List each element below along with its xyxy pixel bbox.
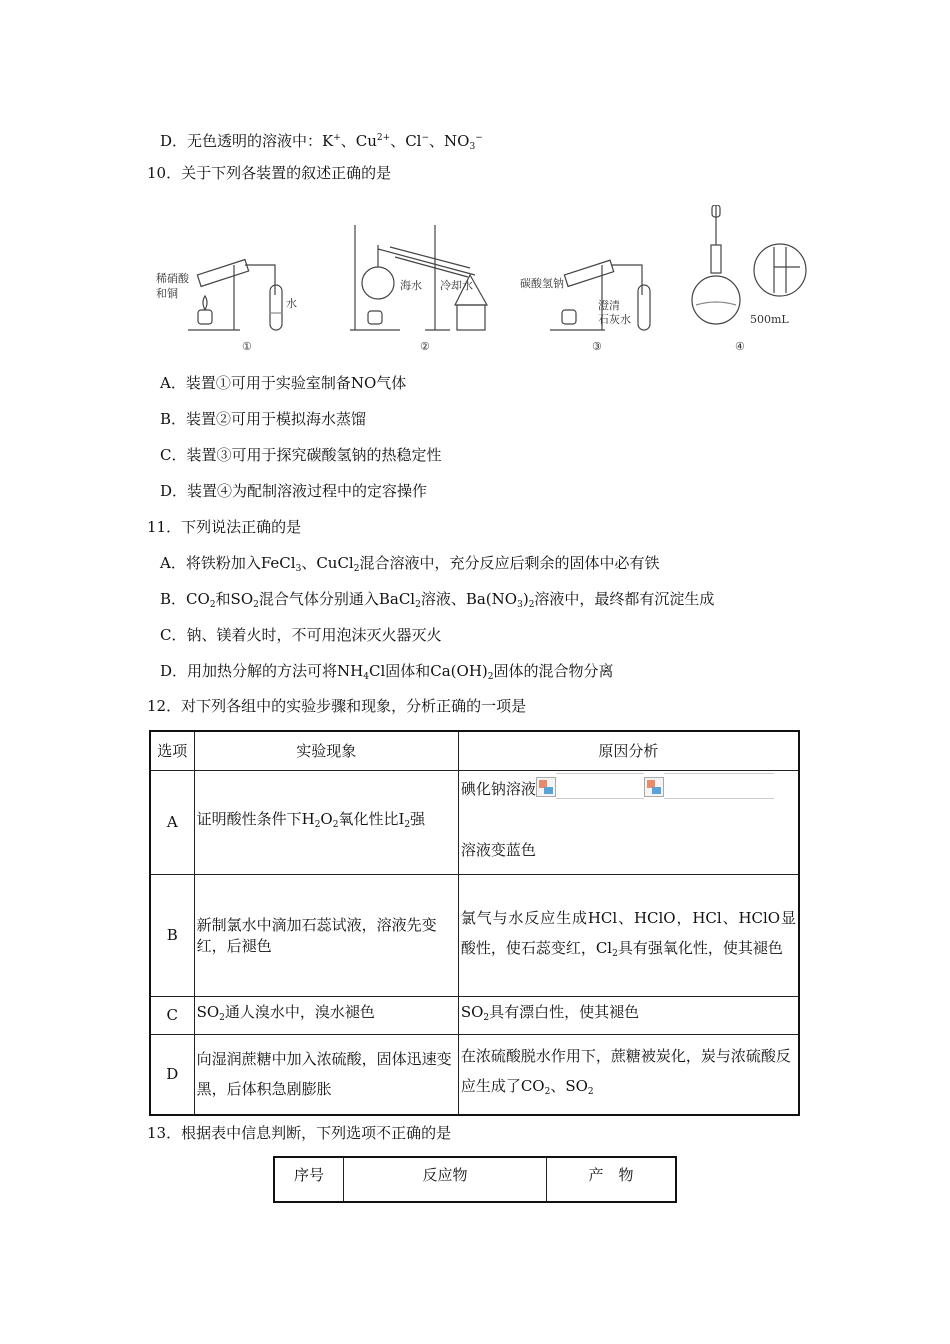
fig1-label-water: 水 (286, 297, 297, 310)
table-row (150, 875, 799, 997)
fig2-label-cooling-water: 冷却水 (440, 279, 473, 292)
figure-4-apparatus (690, 205, 810, 355)
q13-stem: 13．根据表中信息判断，下列选项不正确的是 (147, 1124, 452, 1142)
broken-image-icon (536, 777, 556, 797)
q13-table (273, 1156, 677, 1203)
header-products: 产 物 (547, 1157, 677, 1202)
table-row (150, 1035, 799, 1115)
row-c-analysis: $SO_2$具有漂白性，使其褪色 (458, 997, 799, 1035)
row-b-option: B (150, 875, 194, 997)
q11-option-d: D．用加热分解的方法可将$NH_4Cl$固体和$Ca(OH)_2$固体的混合物分离 (160, 662, 614, 682)
q10-option-a: A．装置①可用于实验室制备NO气体 (160, 374, 407, 392)
fig4-number: ④ (735, 340, 745, 353)
figure-2-apparatus (340, 205, 510, 355)
q9-option-d: D．无色透明的溶液中：K+、$Cu^{2+}$、Cl−、$NO_3^-$ (160, 132, 483, 152)
q10-stem: 10．关于下列各装置的叙述正确的是 (147, 164, 392, 182)
fig3-number: ③ (592, 340, 602, 353)
q12-table (149, 730, 800, 1116)
fig2-number: ② (420, 340, 430, 353)
row-a-analysis: 碘化钠溶液 溶液变蓝色 (458, 771, 799, 875)
q11-option-b: B．$CO_2$和$SO_2$混合气体分别通入BaCl$_2$溶液、$Ba(NO_3)_2$溶液中，最终都有沉淀生成 (160, 590, 715, 610)
q11-option-c: C．钠、镁着火时，不可用泡沫灭火器灭火 (160, 626, 442, 644)
q11-stem: 11．下列说法正确的是 (147, 518, 302, 536)
header-index: 序号 (274, 1157, 344, 1202)
fig2-label-seawater: 海水 (400, 279, 422, 292)
header-phenomenon: 实验现象 (194, 731, 458, 771)
table-header-row (150, 731, 799, 771)
table-header-row (274, 1157, 676, 1202)
row-b-phenomenon: 新制氯水中滴加石蕊试液，溶液先变红，后褪色 (194, 875, 458, 997)
table-row (150, 997, 799, 1035)
fig1-label-acid: 稀硝酸 (156, 272, 189, 285)
row-a-option: A (150, 771, 194, 875)
q10-option-c: C．装置③可用于探究碳酸氢钠的热稳定性 (160, 446, 442, 464)
row-c-phenomenon: $SO_2$通人溴水中，溴水褪色 (194, 997, 458, 1035)
fig3-label-limewater-1: 澄清 (598, 299, 620, 312)
figure-1-apparatus (150, 205, 310, 355)
q10-apparatus-figures (150, 205, 810, 360)
q11-option-a: A．将铁粉加入FeCl$_3$、CuCl$_2$混合溶液中，充分反应后剩余的固体中必有铁 (160, 554, 660, 574)
q12-stem: 12．对下列各组中的实验步骤和现象，分析正确的一项是 (147, 697, 527, 715)
row-d-analysis: 在浓硫酸脱水作用下，蔗糖被炭化，炭与浓硫酸反应生成了$CO_2$、$SO_2$ (458, 1035, 799, 1115)
q10-option-b: B．装置②可用于模拟海水蒸馏 (160, 410, 367, 428)
header-analysis: 原因分析 (458, 731, 799, 771)
row-a-phenomenon: 证明酸性条件下$H_2O_2$氧化性比$I_2$强 (194, 771, 458, 875)
broken-image-icon (644, 777, 664, 797)
header-reactants: 反应物 (344, 1157, 547, 1202)
fig4-label-volume: 500mL (750, 313, 789, 326)
row-b-analysis: 氯气与水反应生成HCl、HClO，HCl、HClO显酸性，使石蕊变红，$Cl_2$具有强氧化性，使其褪色 (458, 875, 799, 997)
fig1-number: ① (242, 340, 252, 353)
header-option: 选项 (150, 731, 194, 771)
fig1-label-copper: 和铜 (156, 287, 178, 300)
fig3-label-bicarbonate: 碳酸氢钠 (520, 277, 564, 290)
row-d-option: D (150, 1035, 194, 1115)
q10-option-d: D．装置④为配制溶液过程中的定容操作 (160, 482, 428, 500)
fig3-label-limewater-2: 石灰水 (598, 313, 631, 326)
row-d-phenomenon: 向湿润蔗糖中加入浓硫酸，固体迅速变黑，后体积急剧膨胀 (194, 1035, 458, 1115)
table-row (150, 771, 799, 875)
row-c-option: C (150, 997, 194, 1035)
figure-3-apparatus (520, 205, 680, 355)
